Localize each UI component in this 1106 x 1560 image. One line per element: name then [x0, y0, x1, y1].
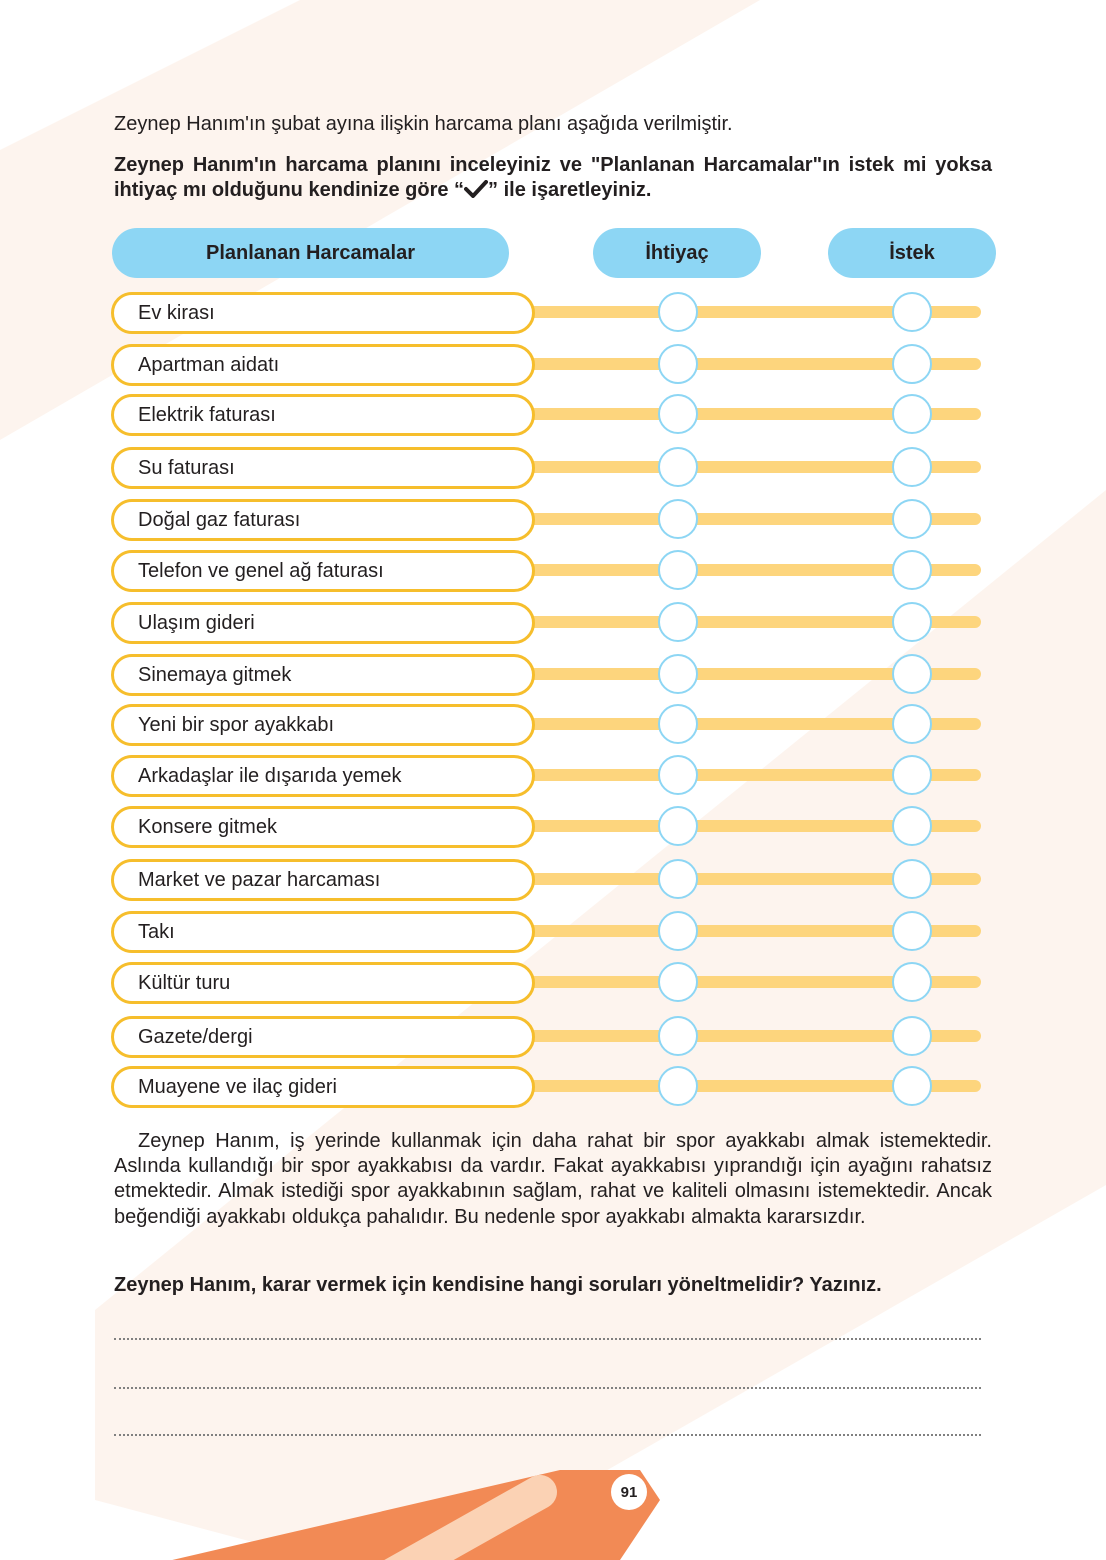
- question-text: Zeynep Hanım, karar vermek için kendisine hangi soruları yöneltmelidir? Yazınız.: [114, 1274, 882, 1296]
- story-text: Zeynep Hanım, iş yerinde kullanmak için daha rahat bir spor ayakkabı almak istemektedir. Aslında kullandığı bir spor ayakkabısı da vardır. Fakat ayakkabısı yıprandığı için ayağını rahatsız etmektedir. Almak istediği spor ayakkabının sağlam, rahat ve kaliteli olmasını istemektedir. Ancak beğendiği ayakkabı oldukça pahalıdır. Bu nedenle spor ayakkabı almakta kararsızdır.: [114, 1130, 992, 1228]
- want-checkbox[interactable]: [892, 962, 932, 1002]
- expense-label: Kültür turu: [111, 962, 535, 1004]
- expense-label: Sinemaya gitmek: [111, 654, 535, 696]
- need-checkbox[interactable]: [658, 550, 698, 590]
- want-checkbox[interactable]: [892, 1016, 932, 1056]
- answer-line[interactable]: [114, 1387, 981, 1389]
- want-checkbox[interactable]: [892, 499, 932, 539]
- want-checkbox[interactable]: [892, 654, 932, 694]
- expense-row: [0, 601, 1106, 643]
- need-checkbox[interactable]: [658, 859, 698, 899]
- expense-label: Su faturası: [111, 447, 535, 489]
- instruction-text: [114, 153, 992, 203]
- need-checkbox[interactable]: [658, 292, 698, 332]
- expense-label: Apartman aidatı: [111, 344, 535, 386]
- expense-row: [0, 858, 1106, 900]
- expense-label: Telefon ve genel ağ faturası: [111, 550, 535, 592]
- header-want: İstek: [828, 228, 996, 278]
- answer-line[interactable]: [114, 1338, 981, 1340]
- want-checkbox[interactable]: [892, 344, 932, 384]
- want-checkbox[interactable]: [892, 292, 932, 332]
- expense-row: [0, 549, 1106, 591]
- expense-label: Ev kirası: [111, 292, 535, 334]
- want-checkbox[interactable]: [892, 602, 932, 642]
- need-checkbox[interactable]: [658, 654, 698, 694]
- expense-row: [0, 343, 1106, 385]
- expense-row: [0, 446, 1106, 488]
- want-checkbox[interactable]: [892, 394, 932, 434]
- need-checkbox[interactable]: [658, 962, 698, 1002]
- story-paragraph: [114, 1129, 992, 1230]
- need-checkbox[interactable]: [658, 1016, 698, 1056]
- want-checkbox[interactable]: [892, 806, 932, 846]
- expense-row: [0, 1065, 1106, 1107]
- expense-label: Yeni bir spor ayakkabı: [111, 704, 535, 746]
- expense-row: [0, 805, 1106, 847]
- expense-label: Market ve pazar harcaması: [111, 859, 535, 901]
- expense-row: [0, 291, 1106, 333]
- need-checkbox[interactable]: [658, 447, 698, 487]
- expense-row: [0, 498, 1106, 540]
- need-checkbox[interactable]: [658, 344, 698, 384]
- answer-line[interactable]: [114, 1434, 981, 1436]
- expense-row: [0, 393, 1106, 435]
- instruction-text-start: Zeynep Hanım'ın harcama planını inceleyiniz ve "Planlanan Harcamalar"ın istek mi yoksa ihtiyaç mı olduğunu kendinize göre “: [114, 154, 992, 201]
- need-checkbox[interactable]: [658, 806, 698, 846]
- expense-label: Ulaşım gideri: [111, 602, 535, 644]
- need-checkbox[interactable]: [658, 911, 698, 951]
- expense-row: [0, 703, 1106, 745]
- expense-row: [0, 754, 1106, 796]
- expense-label: Gazete/dergi: [111, 1016, 535, 1058]
- want-checkbox[interactable]: [892, 755, 932, 795]
- need-checkbox[interactable]: [658, 704, 698, 744]
- expense-row: [0, 1015, 1106, 1057]
- want-checkbox[interactable]: [892, 859, 932, 899]
- expense-label: Elektrik faturası: [111, 394, 535, 436]
- expense-label: Takı: [111, 911, 535, 953]
- instruction-text-end: ” ile işaretleyiniz.: [488, 179, 652, 201]
- want-checkbox[interactable]: [892, 911, 932, 951]
- check-mark-icon: [464, 180, 488, 198]
- need-checkbox[interactable]: [658, 602, 698, 642]
- want-checkbox[interactable]: [892, 1066, 932, 1106]
- expense-row: [0, 961, 1106, 1003]
- expense-label: Arkadaşlar ile dışarıda yemek: [111, 755, 535, 797]
- need-checkbox[interactable]: [658, 394, 698, 434]
- want-checkbox[interactable]: [892, 550, 932, 590]
- need-checkbox[interactable]: [658, 1066, 698, 1106]
- intro-text: Zeynep Hanım'ın şubat ayına ilişkin harcama planı aşağıda verilmiştir.: [114, 113, 733, 135]
- want-checkbox[interactable]: [892, 447, 932, 487]
- need-checkbox[interactable]: [658, 755, 698, 795]
- expense-row: [0, 653, 1106, 695]
- header-planned-expenses: Planlanan Harcamalar: [112, 228, 509, 278]
- expense-row: [0, 910, 1106, 952]
- page-number: 91: [611, 1474, 647, 1510]
- expense-label: Doğal gaz faturası: [111, 499, 535, 541]
- expense-label: Muayene ve ilaç gideri: [111, 1066, 535, 1108]
- want-checkbox[interactable]: [892, 704, 932, 744]
- expense-label: Konsere gitmek: [111, 806, 535, 848]
- header-need: İhtiyaç: [593, 228, 761, 278]
- need-checkbox[interactable]: [658, 499, 698, 539]
